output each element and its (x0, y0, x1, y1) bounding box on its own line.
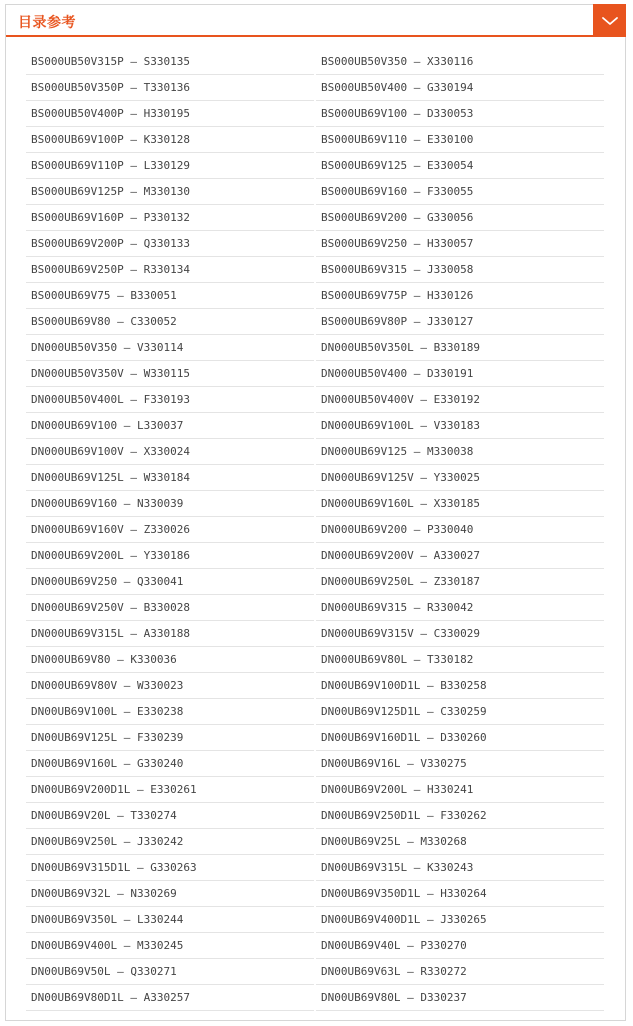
catalog-link[interactable]: DN000UB50V350 – V330114 (26, 335, 314, 361)
catalog-row (26, 49, 604, 75)
catalog-row (26, 413, 604, 439)
catalog-row (26, 907, 604, 933)
catalog-link[interactable]: DN000UB50V400 – D330191 (316, 361, 604, 387)
catalog-link[interactable]: DN000UB69V160 – N330039 (26, 491, 314, 517)
catalog-link[interactable]: DN000UB69V250L – Z330187 (316, 569, 604, 595)
catalog-link[interactable]: DN000UB69V315V – C330029 (316, 621, 604, 647)
catalog-row (26, 803, 604, 829)
catalog-link[interactable]: DN00UB69V250L – J330242 (26, 829, 314, 855)
catalog-row (26, 673, 604, 699)
catalog-row (26, 439, 604, 465)
catalog-row (26, 361, 604, 387)
catalog-link[interactable]: DN00UB69V400D1L – J330265 (316, 907, 604, 933)
catalog-panel (5, 4, 626, 1021)
catalog-link[interactable]: DN000UB69V250 – Q330041 (26, 569, 314, 595)
catalog-link[interactable]: BS000UB50V400 – G330194 (316, 75, 604, 101)
catalog-link[interactable]: DN000UB69V100L – V330183 (316, 413, 604, 439)
catalog-link[interactable]: DN000UB69V80V – W330023 (26, 673, 314, 699)
catalog-row (26, 335, 604, 361)
catalog-row (26, 595, 604, 621)
catalog-link[interactable]: DN000UB50V350L – B330189 (316, 335, 604, 361)
catalog-link[interactable]: DN00UB69V80D1L – A330257 (26, 985, 314, 1011)
catalog-link[interactable]: DN000UB69V250V – B330028 (26, 595, 314, 621)
catalog-link[interactable]: BS000UB69V100P – K330128 (26, 127, 314, 153)
catalog-link[interactable]: BS000UB69V315 – J330058 (316, 257, 604, 283)
catalog-link[interactable]: DN000UB69V200L – Y330186 (26, 543, 314, 569)
catalog-link[interactable]: DN00UB69V32L – N330269 (26, 881, 314, 907)
catalog-link[interactable]: BS000UB69V75P – H330126 (316, 283, 604, 309)
catalog-link[interactable]: DN00UB69V50L – Q330271 (26, 959, 314, 985)
chevron-down-icon (601, 15, 619, 27)
catalog-link[interactable]: BS000UB50V350P – T330136 (26, 75, 314, 101)
catalog-link[interactable]: DN000UB69V200 – P330040 (316, 517, 604, 543)
catalog-link[interactable]: BS000UB69V75 – B330051 (26, 283, 314, 309)
catalog-link[interactable]: DN000UB69V125 – M330038 (316, 439, 604, 465)
catalog-link[interactable]: DN000UB69V315L – A330188 (26, 621, 314, 647)
catalog-row (26, 257, 604, 283)
catalog-row (26, 959, 604, 985)
catalog-link[interactable]: DN000UB50V400V – E330192 (316, 387, 604, 413)
catalog-link[interactable]: DN000UB50V350V – W330115 (26, 361, 314, 387)
catalog-link[interactable]: BS000UB69V160 – F330055 (316, 179, 604, 205)
catalog-link[interactable]: DN000UB50V400L – F330193 (26, 387, 314, 413)
catalog-row (26, 205, 604, 231)
catalog-link[interactable]: DN00UB69V250D1L – F330262 (316, 803, 604, 829)
catalog-link[interactable]: DN000UB69V100V – X330024 (26, 439, 314, 465)
catalog-link[interactable]: DN000UB69V80L – T330182 (316, 647, 604, 673)
catalog-row (26, 309, 604, 335)
catalog-link[interactable]: DN00UB69V125L – F330239 (26, 725, 314, 751)
catalog-link[interactable]: DN00UB69V100L – E330238 (26, 699, 314, 725)
catalog-link[interactable]: BS000UB69V200P – Q330133 (26, 231, 314, 257)
catalog-link[interactable]: BS000UB69V100 – D330053 (316, 101, 604, 127)
catalog-link[interactable]: DN000UB69V100 – L330037 (26, 413, 314, 439)
catalog-link[interactable]: BS000UB69V200 – G330056 (316, 205, 604, 231)
catalog-link[interactable]: DN00UB69V315L – K330243 (316, 855, 604, 881)
catalog-link[interactable]: BS000UB69V125 – E330054 (316, 153, 604, 179)
catalog-link[interactable]: BS000UB69V110P – L330129 (26, 153, 314, 179)
catalog-list (26, 49, 604, 1011)
catalog-link[interactable]: DN00UB69V160D1L – D330260 (316, 725, 604, 751)
catalog-link[interactable]: BS000UB69V125P – M330130 (26, 179, 314, 205)
catalog-link[interactable]: BS000UB69V80 – C330052 (26, 309, 314, 335)
catalog-row (26, 127, 604, 153)
catalog-row (26, 881, 604, 907)
catalog-row (26, 751, 604, 777)
catalog-link[interactable]: DN00UB69V80L – D330237 (316, 985, 604, 1011)
catalog-row (26, 283, 604, 309)
catalog-link[interactable]: BS000UB69V80P – J330127 (316, 309, 604, 335)
catalog-row (26, 517, 604, 543)
catalog-link[interactable]: DN00UB69V25L – M330268 (316, 829, 604, 855)
catalog-row (26, 543, 604, 569)
catalog-row (26, 75, 604, 101)
catalog-link[interactable]: BS000UB50V315P – S330135 (26, 49, 314, 75)
catalog-row (26, 621, 604, 647)
catalog-row (26, 855, 604, 881)
catalog-link[interactable]: DN000UB69V125L – W330184 (26, 465, 314, 491)
catalog-link[interactable]: DN00UB69V400L – M330245 (26, 933, 314, 959)
catalog-link[interactable]: BS000UB69V250 – H330057 (316, 231, 604, 257)
catalog-link[interactable]: DN00UB69V16L – V330275 (316, 751, 604, 777)
catalog-link[interactable]: DN00UB69V315D1L – G330263 (26, 855, 314, 881)
catalog-link[interactable]: DN000UB69V315 – R330042 (316, 595, 604, 621)
catalog-link[interactable]: DN000UB69V125V – Y330025 (316, 465, 604, 491)
catalog-row (26, 231, 604, 257)
catalog-link[interactable]: DN00UB69V63L – R330272 (316, 959, 604, 985)
catalog-link[interactable]: DN000UB69V200V – A330027 (316, 543, 604, 569)
catalog-row (26, 491, 604, 517)
catalog-link[interactable]: BS000UB50V350 – X330116 (316, 49, 604, 75)
catalog-link[interactable]: DN00UB69V20L – T330274 (26, 803, 314, 829)
catalog-link[interactable]: DN00UB69V200D1L – E330261 (26, 777, 314, 803)
catalog-row (26, 153, 604, 179)
panel-title: 目录参考 (18, 15, 76, 31)
catalog-link[interactable]: DN00UB69V200L – H330241 (316, 777, 604, 803)
collapse-toggle-button[interactable] (593, 4, 626, 37)
catalog-link[interactable]: DN00UB69V160L – G330240 (26, 751, 314, 777)
catalog-link[interactable]: BS000UB69V160P – P330132 (26, 205, 314, 231)
catalog-link[interactable]: BS000UB69V110 – E330100 (316, 127, 604, 153)
catalog-link[interactable]: DN00UB69V100D1L – B330258 (316, 673, 604, 699)
catalog-row (26, 725, 604, 751)
catalog-row (26, 465, 604, 491)
catalog-link[interactable]: DN000UB69V160V – Z330026 (26, 517, 314, 543)
catalog-link[interactable]: DN00UB69V125D1L – C330259 (316, 699, 604, 725)
catalog-row (26, 933, 604, 959)
catalog-link[interactable]: DN00UB69V40L – P330270 (316, 933, 604, 959)
catalog-row (26, 387, 604, 413)
catalog-link[interactable]: BS000UB69V250P – R330134 (26, 257, 314, 283)
catalog-link[interactable]: DN000UB69V160L – X330185 (316, 491, 604, 517)
catalog-row (26, 179, 604, 205)
catalog-row (26, 985, 604, 1011)
catalog-row (26, 699, 604, 725)
panel-header (6, 5, 625, 37)
catalog-link[interactable]: DN000UB69V80 – K330036 (26, 647, 314, 673)
catalog-row (26, 777, 604, 803)
catalog-row (26, 829, 604, 855)
catalog-row (26, 569, 604, 595)
catalog-link[interactable]: DN00UB69V350L – L330244 (26, 907, 314, 933)
catalog-link[interactable]: BS000UB50V400P – H330195 (26, 101, 314, 127)
catalog-link[interactable]: DN00UB69V350D1L – H330264 (316, 881, 604, 907)
catalog-row (26, 647, 604, 673)
catalog-row (26, 101, 604, 127)
